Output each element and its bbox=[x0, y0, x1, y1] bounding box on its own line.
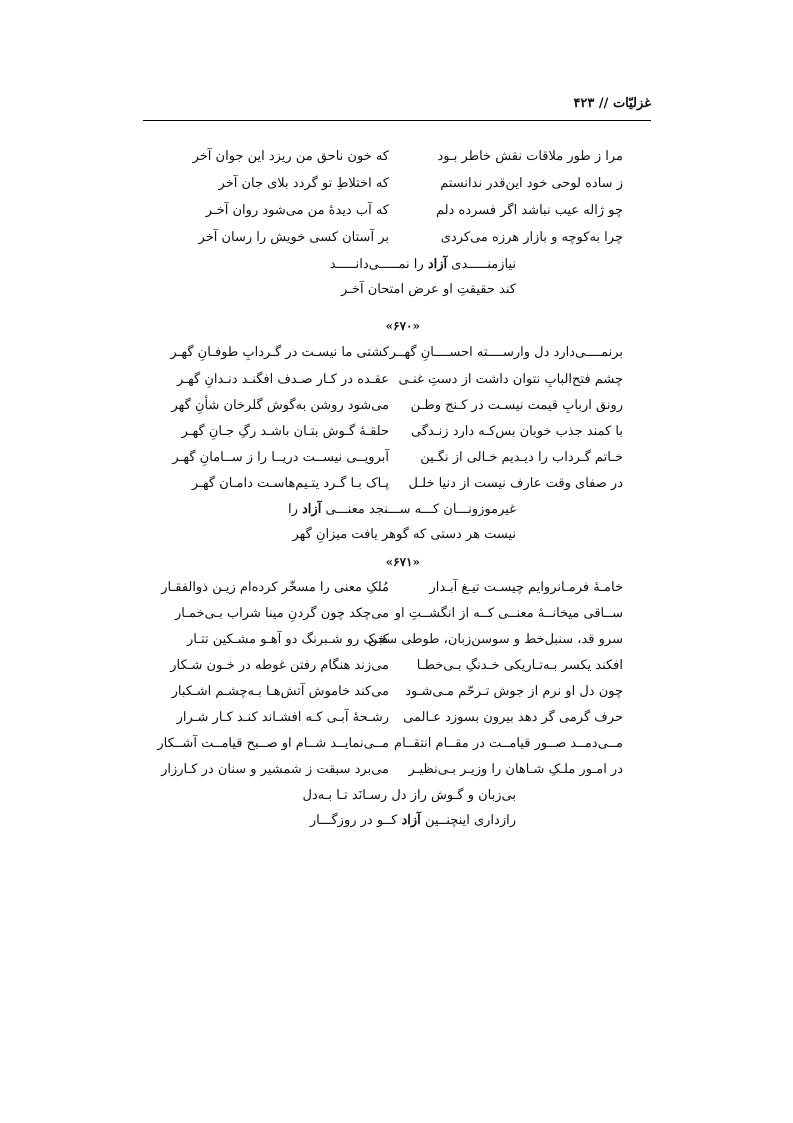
running-head: غزلیّات // ۴۲۳ bbox=[573, 96, 651, 111]
verse-right: برنمــــی‌دارد دل وارســــته احســــانِ گهــر bbox=[389, 345, 623, 360]
verse-left: مــی‌نمایــد شــام او صــبح قیامــت آشــکار bbox=[157, 736, 389, 751]
verse-right: سرو قد، سنبل‌خط و سوسن‌زبان، طوطی‌ سخن bbox=[367, 632, 623, 647]
verse-left: رشـحهٔ آبـی کـه افشـاند کنـد کـار شـرار bbox=[176, 710, 389, 725]
verse-left: آبرویــی نیســت دریــا را ز ســامانِ گهـر bbox=[172, 450, 389, 465]
verse-left: که آب دیدهٔ من می‌شود روان آخـر bbox=[205, 203, 389, 218]
verse-right: حرف گرمی گر دهد بیرون بسوزد عـالمی bbox=[403, 710, 623, 725]
page-header bbox=[143, 96, 651, 120]
final-couplet-line-1 bbox=[330, 255, 516, 275]
verse-left: حلقـهٔ گـوش بتـان باشـد رگِ جـانِ گهـر bbox=[181, 424, 389, 439]
verse-right: در امـور ملـکِ شـاهان را وزیـر بـی‌نظیـر bbox=[408, 762, 623, 777]
final-couplet-line-2: نیست هر دستی که گوهر یافت میزانِ گهر bbox=[292, 527, 516, 542]
pen-name: آزاد bbox=[427, 257, 448, 272]
pen-name: آزاد bbox=[401, 813, 421, 828]
poem-number: «۶۷۰» bbox=[385, 319, 420, 333]
verse-right: چو ژاله عیب نباشد اگر فسرده دلم bbox=[436, 203, 623, 218]
verse-left: کبـک رو شـبرنگ دو آهـو مشـکین تتـار bbox=[187, 632, 389, 647]
verse-right: چون دل او نرم از جوش تـرحّم مـی‌شـود bbox=[405, 684, 623, 699]
text: را bbox=[287, 502, 298, 517]
pen-name: آزاد bbox=[302, 502, 322, 517]
final-couplet-line-2: کند حقیقتِ او عرض امتحان آخـر bbox=[340, 282, 516, 297]
verse-left: که اختلاطِ تو گردد بلای جان آخر bbox=[218, 176, 389, 191]
text: کــو در روزگـــار bbox=[309, 813, 398, 828]
verse-right: رونق اربابِ قیمت نیسـت در کـنج وطـن bbox=[410, 398, 623, 413]
text: را نمـــــی‌دانـــــد bbox=[329, 257, 424, 272]
verse-left: کشتی ما نیسـت در گـردابِ طوفـانِ گهـر bbox=[170, 345, 389, 360]
text: غیرموزونـــان کـــه ســـنجد معنـــی bbox=[325, 502, 516, 517]
header-rule bbox=[143, 120, 651, 121]
verse-left: می‌شود روشن به‌گوش گلرخان شأنِ گهر bbox=[171, 398, 389, 413]
final-couplet-line-1: بی‌زبان و گـوش راز دل رسـانَد تـا بـه‌دل bbox=[302, 788, 516, 803]
text: رازداری اینچنــین bbox=[424, 813, 516, 828]
verse-left: که خون ناحق من ریزد این جوان آخر bbox=[192, 149, 389, 164]
verse-right: ســاقی میخانــهٔ معنــی کــه از انگشــتِ او bbox=[394, 606, 623, 621]
verse-right: خامـهٔ فرمـانروایم چیسـت تیـغ آبـدار bbox=[429, 580, 623, 595]
poem-number: «۶۷۱» bbox=[385, 555, 420, 569]
verse-right: در صفای وقت عارف نیست از دنیا خلـل bbox=[408, 476, 623, 491]
text: نیازمنـــــدی bbox=[451, 257, 516, 272]
verse-right: ز ساده لوحی خود این‌قدر ندانستم bbox=[440, 176, 623, 191]
verse-left: عقـده در کـار صـدف افگنـد دنـدانِ گهـر bbox=[177, 372, 389, 387]
verse-left: بر آستان کسی خویش را رسان آخر bbox=[198, 230, 389, 245]
verse-right: مرا ز طور ملاقات نقش خاطر بـود bbox=[437, 149, 623, 164]
verse-left: می‌کند خاموش آتش‌هـا بـه‌چشـم اشـکبار bbox=[171, 684, 389, 699]
final-couplet-line-2 bbox=[310, 811, 516, 831]
verse-left: پـاک بـا گـرد یتـیم‌هاسـت دامـان گهـر bbox=[191, 476, 389, 491]
verse-left: می‌زند هنگام رفتن غوطه در خـون شـکار bbox=[170, 658, 389, 673]
verse-left: می‌چکد چون گردنِ مینا شراب بـی‌خمـار bbox=[174, 606, 389, 621]
verse-left: می‌برد سبقت ز شمشیر و سنان در کـارزار bbox=[161, 762, 389, 777]
verse-right: با کمند جذب خوبان بس‌کـه دارد زنـدگی bbox=[411, 424, 623, 439]
verse-right: مــی‌دمــد صــور قیامــت در مقــام انتقــام bbox=[394, 736, 623, 751]
verse-right: چشم فتح‌البابِ نتوان داشت از دستِ غنـی bbox=[398, 372, 623, 387]
verse-right: چرا به‌کوچه و بازار هرزه می‌کردی bbox=[440, 230, 623, 245]
verse-right: افکند یکسر بـه‌تـاریکی خـدنگِ بـی‌خطـا bbox=[416, 658, 623, 673]
verse-right: خـاتم گـرداب را دیـدیم خـالی از نگـین bbox=[420, 450, 623, 465]
verse-left: مُلکِ معنی را مسخّر کرده‌ام زیـن ذوالفقـار bbox=[161, 580, 389, 595]
final-couplet-line-1 bbox=[288, 500, 516, 520]
